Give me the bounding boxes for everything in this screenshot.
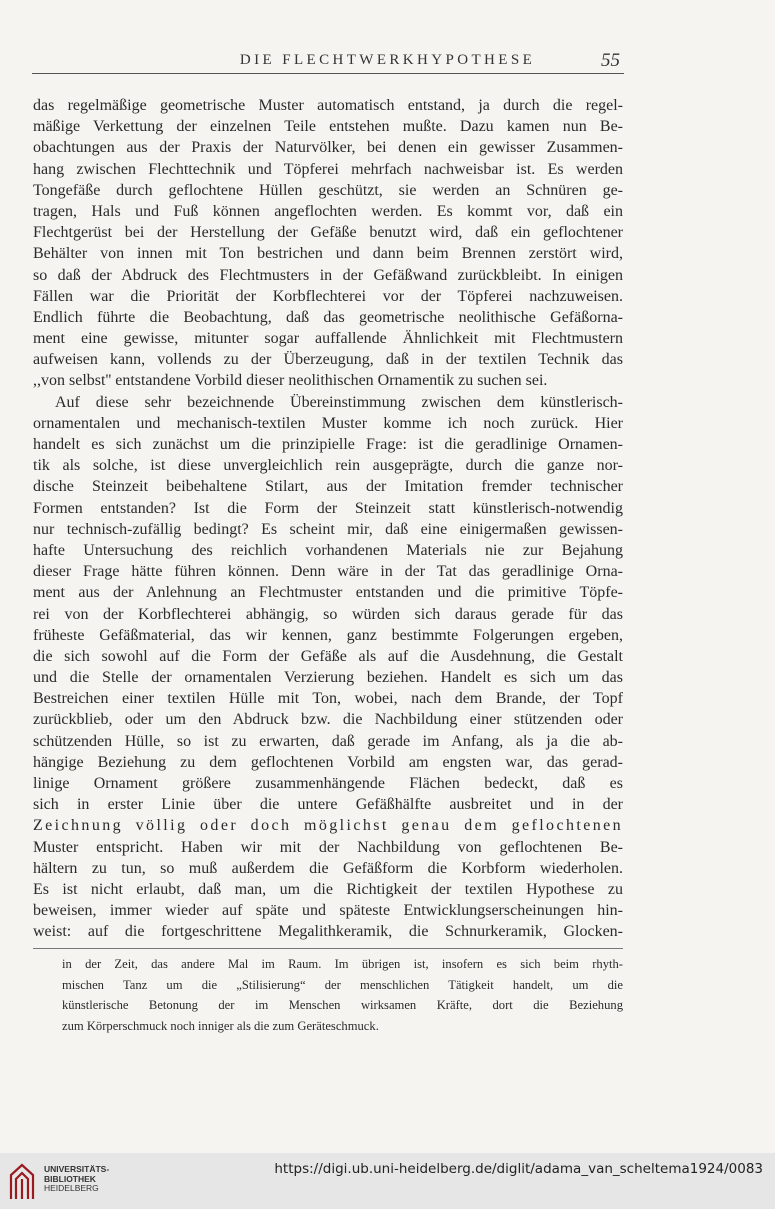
body-line: so daß der Abdruck des Flechtmusters in der Gefäßwand zurückbleibt. In einigen bbox=[33, 266, 623, 284]
body-line: und die Stelle der ornamentalen Verzierung beziehen. Handelt es sich um das bbox=[33, 669, 623, 687]
body-line: obachtungen aus der Praxis der Naturvölker, bei denen ein gewisser Zusammen- bbox=[33, 139, 623, 157]
body-line: Formen entstanden? Ist die Form der Steinzeit statt künstlerisch-notwendig bbox=[33, 499, 623, 517]
logo-line: HEIDELBERG bbox=[44, 1183, 99, 1194]
body-line: ment aus der Anlehnung an Flechtmuster entstanden und die primitive Töpfe- bbox=[33, 584, 623, 602]
body-line: ornamentalen und mechanisch-textilen Muster komme ich noch zurück. Hier bbox=[33, 414, 623, 432]
footnote-line: zum Körperschmuck noch inniger als die zum Geräteschmuck. bbox=[62, 1018, 379, 1033]
library-logo-icon[interactable] bbox=[8, 1161, 36, 1201]
body-line: hafte Untersuchung des reichlich vorhandenen Materials nie zur Bejahung bbox=[33, 541, 623, 559]
body-line: Es ist nicht erlaubt, daß man, um die Richtigkeit der textilen Hypothese zu bbox=[33, 880, 623, 898]
footnote-line: in der Zeit, das andere Mal im Raum. Im übrigen ist, insofern es sich beim rhyth- bbox=[62, 957, 623, 971]
source-url-link[interactable]: https://digi.ub.uni-heidelberg.de/diglit/adama_van_scheltema1924/0083 bbox=[274, 1161, 763, 1177]
body-line: schützenden Hülle, so ist zu erwarten, daß gerade im Anfang, als ja die ab- bbox=[33, 732, 623, 750]
body-text bbox=[33, 95, 623, 943]
body-line: linige Ornament größere zusammenhängende Flächen bedeckt, daß es bbox=[33, 775, 623, 792]
footer-bar bbox=[0, 1153, 775, 1209]
body-line: handelt es sich zunächst um die prinzipielle Frage: ist die geradlinige Ornamen- bbox=[33, 436, 623, 453]
body-line: das regelmäßige geometrische Muster automatisch entstand, ja durch die regel- bbox=[33, 97, 623, 114]
footnote-rule bbox=[33, 948, 623, 949]
body-line: hängige Beziehung zu dem geflochtenen Vorbild am engsten war, das gerad- bbox=[33, 753, 623, 771]
body-line: sich in erster Linie über die untere Gefäßhälfte ausbreitet und in der bbox=[33, 796, 623, 814]
body-line: nur technisch-zufällig bedingt? Es scheint mir, daß eine einigermaßen gewissen- bbox=[33, 520, 623, 538]
body-line: Muster entspricht. Haben wir mit der Nachbildung von geflochtenen Be- bbox=[33, 838, 623, 856]
body-line: mäßige Verkettung der einzelnen Teile entstehen mußte. Dazu kamen nun Be- bbox=[33, 118, 623, 136]
body-line: tik als solche, ist diese unvergleichlich rein ausgeprägte, durch die ganze nor- bbox=[33, 457, 623, 475]
body-line: rei von der Korbflechterei abhängig, so würden sich daraus gerade für das bbox=[33, 605, 623, 623]
body-line: dische Steinzeit beibehaltene Stilart, aus der Imitation fremder technischer bbox=[33, 478, 623, 496]
body-line: Flechtgerüst bei der Herstellung der Gefäße benutzt wird, daß ein geflochtener bbox=[33, 224, 623, 242]
body-line: Fällen war die Priorität der Korbflechterei vor der Töpferei nachzuweisen. bbox=[33, 287, 623, 305]
footnote bbox=[62, 954, 623, 1036]
body-line: weist: auf die fortgeschrittene Megalithkeramik, die Schnurkeramik, Glocken- bbox=[33, 923, 623, 941]
body-line: beweisen, immer wieder auf späte und späteste Entwicklungserscheinungen hin- bbox=[33, 902, 623, 920]
body-line: dieser Frage hätte führen können. Denn wäre in der Tat das geradlinige Orna- bbox=[33, 563, 623, 581]
footnote-line: mischen Tanz um die „Stilisierung“ der menschlichen Tätigkeit handelt, um die bbox=[62, 977, 623, 992]
header-rule bbox=[32, 73, 624, 74]
body-line: ment eine gewisse, mitunter sogar auffallende Ähnlichkeit mit Flechtmustern bbox=[33, 330, 623, 348]
body-line: aufweisen kann, vollends zu der Überzeugung, daß in der textilen Technik das bbox=[33, 351, 623, 369]
logo-line: UNIVERSITÄTS- bbox=[44, 1164, 110, 1174]
body-line: Auf diese sehr bezeichnende Übereinstimmung zwischen dem künstlerisch- bbox=[55, 393, 623, 411]
body-line: Endlich führte die Beobachtung, daß das geometrische neolithische Gefäßorna- bbox=[33, 308, 623, 326]
body-line: tragen, Hals und Fuß können angeflochten werden. Es kommt vor, daß ein bbox=[33, 202, 623, 220]
body-line: früheste Gefäßmaterial, das wir kennen, ganz bestimmte Folgerungen ergeben, bbox=[33, 626, 623, 644]
body-line: die sich sowohl auf die Form der Gefäße als auf die Ausdehnung, die Gestalt bbox=[33, 647, 623, 665]
page-number: 55 bbox=[601, 50, 620, 71]
logo-line: BIBLIOTHEK bbox=[44, 1173, 96, 1184]
body-line: Bestreichen einer textilen Hülle mit Ton, wobei, nach dem Brande, der Topf bbox=[33, 690, 623, 708]
running-title: DIE FLECHTWERKHYPOTHESE bbox=[239, 52, 536, 68]
body-line: zurückblieb, oder um den Abdruck bzw. die Nachbildung einer stützenden oder bbox=[33, 711, 623, 729]
footnote-line: künstlerische Betonung der im Menschen wirksamen Kräfte, dort die Beziehung bbox=[62, 998, 623, 1012]
body-line: Zeichnung völlig oder doch möglichst genau dem geflochtenen bbox=[33, 817, 623, 835]
body-line: hältern zu tun, so muß außerdem die Gefäßform die Korbform wiederholen. bbox=[33, 859, 623, 877]
body-line: Behälter von innen mit Ton bestrichen und dann beim Brennen zerstört wird, bbox=[33, 245, 623, 263]
body-line: ,,von selbst'' entstandene Vorbild dieser neolithischen Ornamentik zu suchen sei. bbox=[33, 372, 548, 390]
body-line: Tongefäße durch geflochtene Hüllen geschützt, sie werden an Schnüren ge- bbox=[33, 181, 623, 199]
library-logo-text[interactable] bbox=[44, 1165, 109, 1194]
body-line: hang zwischen Flechttechnik und Töpferei mehrfach nachweisbar ist. Es werden bbox=[33, 160, 623, 178]
